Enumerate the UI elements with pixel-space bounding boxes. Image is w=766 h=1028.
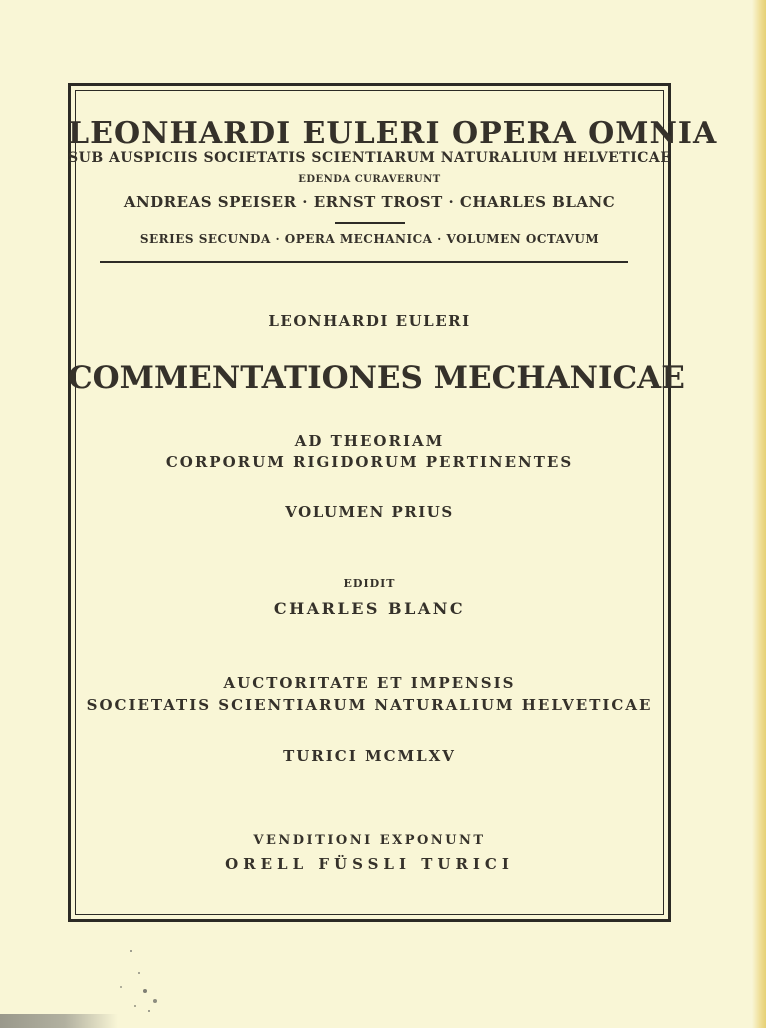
series-title: LEONHARDI EULERI OPERA OMNIA [68, 116, 718, 151]
series-editors: ANDREAS SPEISER · ERNST TROST · CHARLES BLANC [123, 193, 616, 211]
seller-label: VENDITIONI EXPONUNT [253, 833, 486, 848]
long-divider-rule [100, 261, 628, 263]
short-divider-rule [335, 222, 405, 224]
author-name: LEONHARDI EULERI [268, 312, 471, 330]
series-subtitle: SUB AUSPICIIS SOCIETATIS SCIENTIARUM NATURALIUM HELVETICAE [68, 150, 672, 166]
edited-by-label: EDENDA CURAVERUNT [298, 174, 441, 185]
scan-artifact-smudge [0, 1014, 118, 1028]
book-subtitle-line2: CORPORUM RIGIDORUM PERTINENTES [165, 453, 574, 471]
page-edge-shading [752, 0, 766, 1028]
scan-artifact-speckles [130, 950, 132, 952]
edidit-label: EDIDIT [343, 577, 396, 590]
book-title: COMMENTATIONES MECHANICAE [68, 360, 685, 396]
series-volume-line: SERIES SECUNDA · OPERA MECHANICA · VOLUMEN OCTAVUM [139, 232, 600, 246]
authority-line1: AUCTORITATE ET IMPENSIS [223, 674, 516, 692]
authority-line2: SOCIETATIS SCIENTIARUM NATURALIUM HELVETICAE [86, 696, 653, 714]
volume-label: VOLUMEN PRIUS [285, 503, 454, 521]
publisher-name: ORELL FÜSSLI TURICI [225, 855, 514, 873]
book-subtitle-line1: AD THEORIAM [294, 432, 445, 450]
place-and-year: TURICI MCMLXV [283, 747, 456, 765]
volume-editor-name: CHARLES BLANC [273, 599, 466, 618]
